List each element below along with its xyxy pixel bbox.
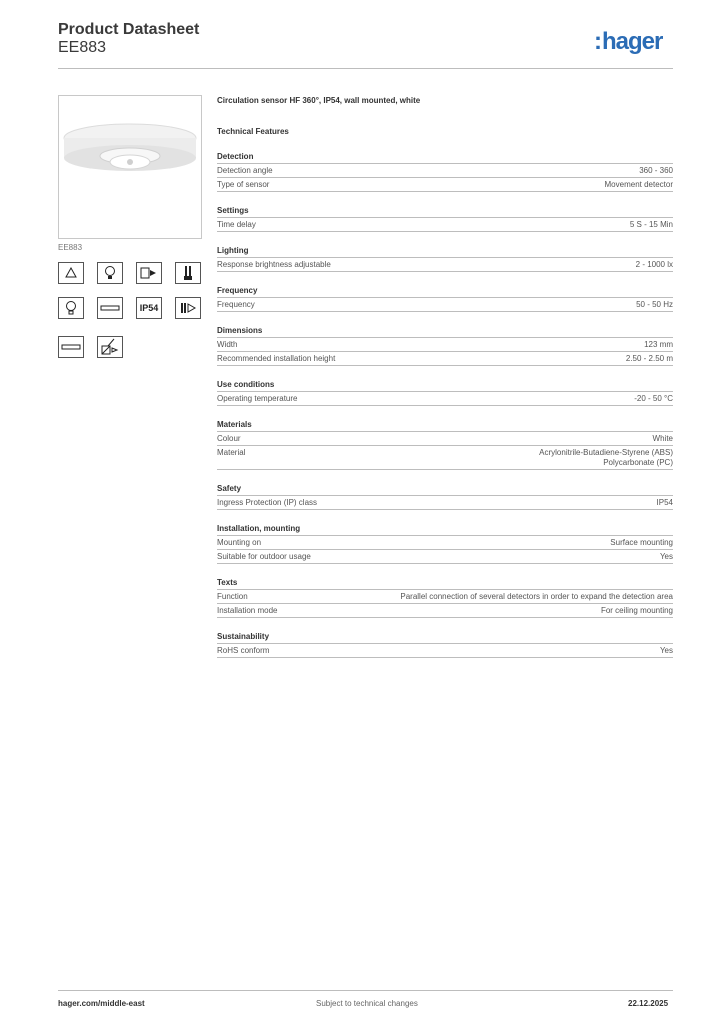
- spec-group-title: Use conditions: [217, 378, 673, 392]
- spec-row: [217, 352, 673, 366]
- spec-row: [217, 338, 673, 352]
- spec-key: RoHS conform: [217, 646, 270, 655]
- spec-group-title: Lighting: [217, 244, 673, 258]
- spec-row: [217, 298, 673, 312]
- spec-key: Frequency: [217, 300, 255, 309]
- document-title: Product Datasheet: [58, 21, 200, 38]
- spec-row: [217, 432, 673, 446]
- spec-key: Ingress Protection (IP) class: [217, 498, 318, 507]
- spec-group-title: Settings: [217, 204, 673, 218]
- spec-group: [217, 482, 673, 510]
- bulb-outline-icon: [58, 297, 84, 319]
- spec-value: -20 - 50 °C: [634, 394, 673, 403]
- product-description: Circulation sensor HF 360°, IP54, wall mounted, white: [217, 96, 421, 105]
- spec-key: Installation mode: [217, 606, 278, 615]
- led-icon: [175, 297, 201, 319]
- product-code: EE883: [58, 39, 107, 56]
- spec-key: Material: [217, 448, 246, 457]
- spec-value: 50 - 50 Hz: [636, 300, 673, 309]
- spec-group-title: Installation, mounting: [217, 522, 673, 536]
- spec-group: [217, 378, 673, 406]
- spec-group: [217, 576, 673, 618]
- spec-group: [217, 150, 673, 192]
- spec-group: [217, 204, 673, 232]
- spec-group: [217, 284, 673, 312]
- spec-group-title: Dimensions: [217, 324, 673, 338]
- mounting-sensor-icon: [97, 336, 123, 358]
- spec-row: [217, 644, 673, 658]
- spec-group: [217, 630, 673, 658]
- spec-value: 2.50 - 2.50 m: [625, 354, 673, 363]
- specification-table: [217, 90, 673, 658]
- spec-key: Recommended installation height: [217, 354, 336, 363]
- spec-group: [217, 324, 673, 366]
- spec-row: [217, 164, 673, 178]
- spec-row: [217, 604, 673, 618]
- spec-key: Type of sensor: [217, 180, 270, 189]
- spec-row: [217, 258, 673, 272]
- spec-group: [217, 522, 673, 564]
- spec-group-title: Sustainability: [217, 630, 673, 644]
- ceiling-light-icon: [58, 262, 84, 284]
- spec-key: Suitable for outdoor usage: [217, 552, 311, 561]
- spec-key: Function: [217, 592, 248, 601]
- spec-row: [217, 550, 673, 564]
- spec-row: [217, 536, 673, 550]
- fluorescent-tube-icon: [97, 297, 123, 319]
- spec-group-title: Detection: [217, 150, 673, 164]
- spec-value: White: [652, 434, 673, 443]
- spec-value: For ceiling mounting: [600, 606, 673, 615]
- spec-row: [217, 178, 673, 192]
- spec-value: Parallel connection of several detectors in order to expand the detection area: [400, 592, 673, 601]
- spec-value: Yes: [659, 646, 673, 655]
- spec-value: 5 S - 15 Min: [629, 220, 673, 229]
- spec-row: [217, 496, 673, 510]
- footer-website: hager.com/middle-east: [58, 999, 145, 1008]
- spec-group-title: Materials: [217, 418, 673, 432]
- spec-key: Operating temperature: [217, 394, 298, 403]
- spec-value: IP54: [656, 498, 673, 507]
- spec-key: Mounting on: [217, 538, 262, 547]
- spec-value: 123 mm: [644, 340, 673, 349]
- spec-value: Movement detector: [604, 180, 673, 189]
- spec-row: [217, 446, 673, 470]
- spec-value: 360 - 360: [639, 166, 673, 175]
- spec-key: Detection angle: [217, 166, 273, 175]
- hager-logo: :hager: [594, 28, 663, 55]
- spec-value: Acrylonitrile-Butadiene-Styrene (ABS) Polycarbonate (PC): [539, 448, 673, 467]
- spec-group-title: Safety: [217, 482, 673, 496]
- technical-features-heading: Technical Features: [217, 127, 289, 136]
- spec-row: [217, 590, 673, 604]
- tube-lamp-icon: [58, 336, 84, 358]
- image-caption: EE883: [58, 243, 83, 252]
- spec-value: 2 - 1000 lx: [635, 260, 673, 269]
- product-image: [58, 95, 202, 239]
- motion-detector-icon: [136, 262, 162, 284]
- spec-key: Colour: [217, 434, 241, 443]
- spec-group-title: Frequency: [217, 284, 673, 298]
- bulb-icon: [97, 262, 123, 284]
- energy-saving-lamp-icon: [175, 262, 201, 284]
- footer-divider: [58, 990, 673, 991]
- spec-group-title: Texts: [217, 576, 673, 590]
- spec-key: Response brightness adjustable: [217, 260, 331, 269]
- spec-group: [217, 418, 673, 470]
- spec-group: [217, 244, 673, 272]
- ip-rating-icon: IP54: [136, 297, 162, 319]
- spec-value: Yes: [659, 552, 673, 561]
- spec-row: [217, 392, 673, 406]
- footer-note: Subject to technical changes: [316, 999, 418, 1008]
- spec-row: [217, 218, 673, 232]
- spec-value: Surface mounting: [610, 538, 673, 547]
- header-divider: [58, 68, 673, 69]
- spec-key: Width: [217, 340, 238, 349]
- footer-date: 22.12.2025: [628, 999, 669, 1008]
- spec-key: Time delay: [217, 220, 256, 229]
